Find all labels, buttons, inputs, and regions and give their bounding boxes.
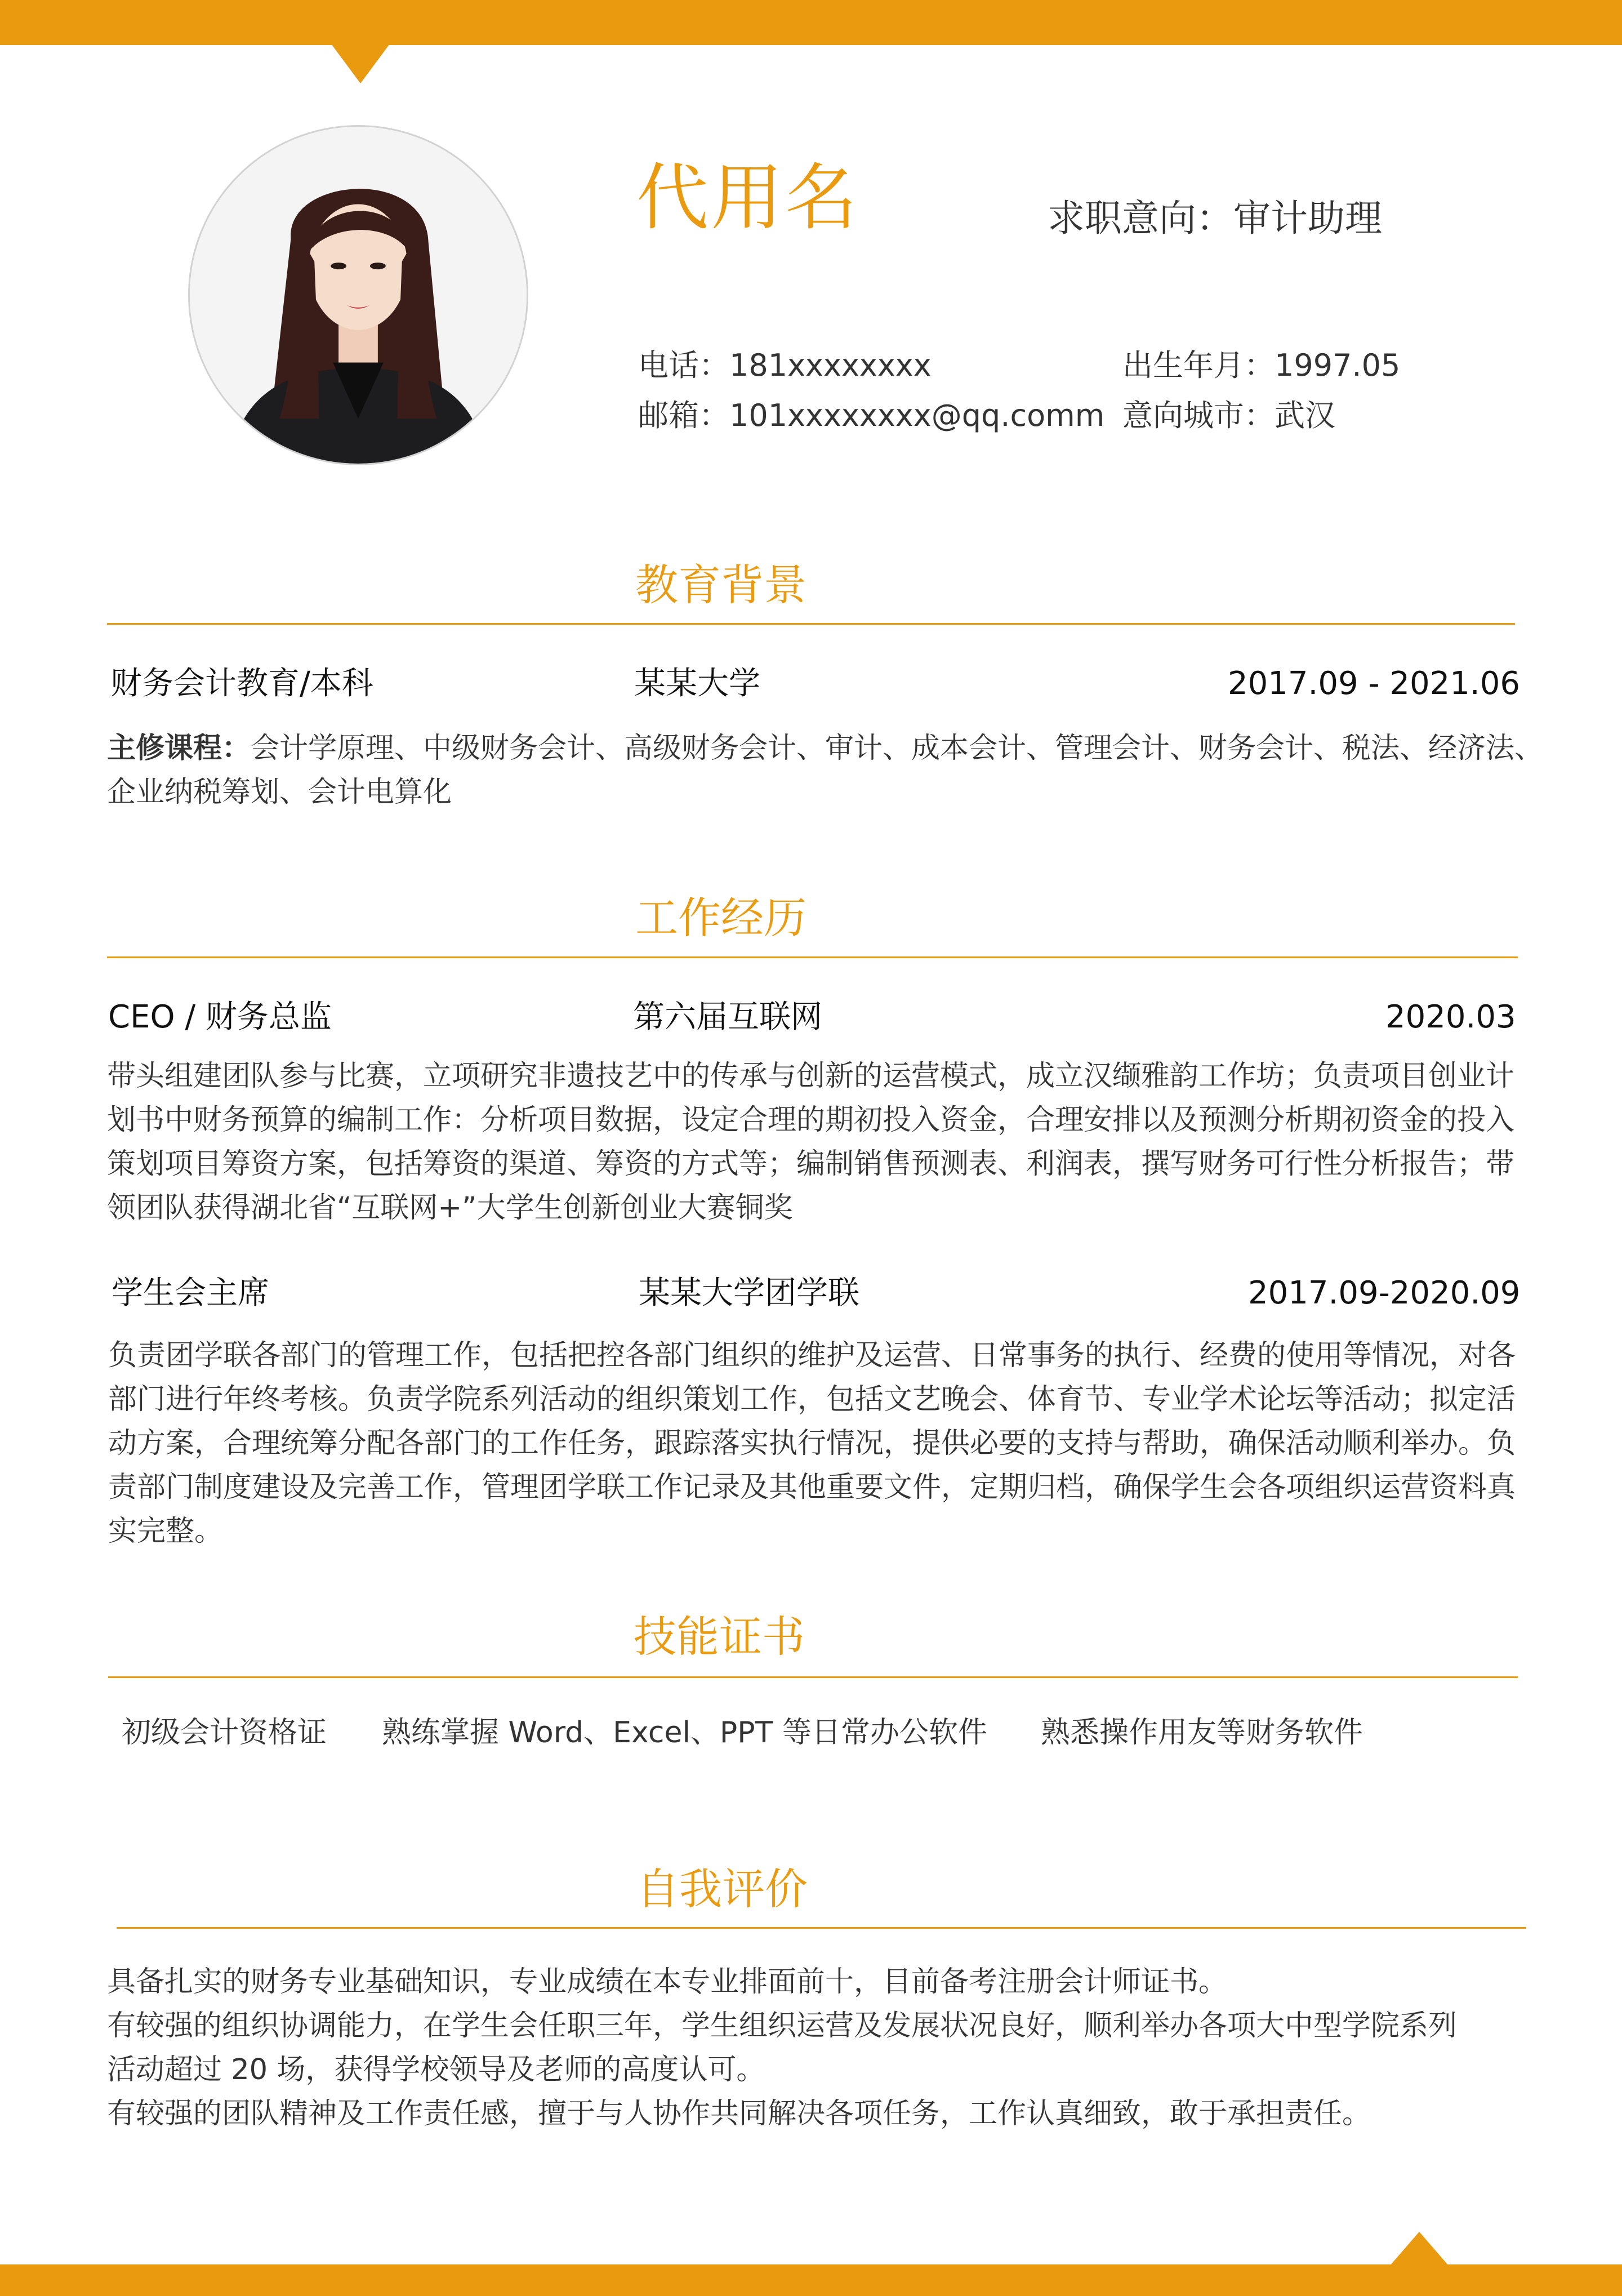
description-line: 负责团学联各部门的管理工作，包括把控各部门组织的维护及运营、日常事务的执行、经费的使用等情况，对各 <box>108 1339 1516 1372</box>
education-school: 某某大学 <box>634 665 760 702</box>
section-title-education: 教育背景 <box>635 560 806 610</box>
top-accent-bar <box>0 0 1622 45</box>
self-evaluation-text <box>107 1960 1526 2136</box>
evaluation-line: 有较强的团队精神及工作责任感，擅于与人协作共同解决各项任务，工作认真细致，敢于承担责任。 <box>107 2097 1371 2130</box>
description-line: 策划项目筹资方案，包括筹资的渠道、筹资的方式等；编制销售预测表、利润表，撰写财务可行性分析报告；带 <box>107 1147 1515 1181</box>
education-courses <box>107 727 1544 815</box>
birth-info: 出生年月：1997.05 <box>1122 348 1401 383</box>
education-date: 2017.09 - 2021.06 <box>1228 665 1520 702</box>
city-info: 意向城市：武汉 <box>1122 398 1335 433</box>
section-divider <box>107 623 1515 625</box>
work-role: 学生会主席 <box>112 1275 269 1311</box>
bottom-accent-bar <box>0 2264 1622 2296</box>
section-title-self-evaluation: 自我评价 <box>636 1864 808 1914</box>
evaluation-line: 具备扎实的财务专业基础知识，专业成绩在本专业排面前十，目前备考注册会计师证书。 <box>107 1965 1228 1999</box>
portrait-illustration <box>190 127 527 464</box>
evaluation-line: 活动超过 20 场，获得学校领导及老师的高度认可。 <box>107 2053 765 2086</box>
email-info: 邮箱：101xxxxxxxx@qq.comm <box>638 398 1105 433</box>
job-intent: 求职意向：审计助理 <box>1048 197 1382 240</box>
phone-info: 电话：181xxxxxxxx <box>638 348 932 383</box>
work-org: 第六届互联网 <box>633 999 822 1035</box>
work-org: 某某大学团学联 <box>639 1275 859 1311</box>
bottom-notch-triangle <box>1390 2232 1449 2266</box>
work-role: CEO / 财务总监 <box>108 999 332 1035</box>
description-line: 实完整。 <box>108 1515 224 1548</box>
courses-text: 会计学原理、中级财务会计、高级财务会计、审计、成本会计、管理会计、财务会计、税法、经济法、 <box>251 732 1544 765</box>
work-description <box>108 1334 1527 1554</box>
skill-item: 初级会计资格证 <box>122 1716 327 1750</box>
section-title-skills: 技能证书 <box>634 1612 805 1662</box>
description-line: 责部门制度建设及完善工作，管理团学联工作记录及其他重要文件，定期归档，确保学生会各项组织运营资料真 <box>108 1471 1516 1504</box>
description-line: 领团队获得湖北省“互联网+”大学生创新创业大赛铜奖 <box>107 1191 793 1225</box>
courses-text-cont: 企业纳税筹划、会计电算化 <box>107 776 452 809</box>
description-line: 划书中财务预算的编制工作：分析项目数据，设定合理的期初投入资金，合理安排以及预测分析期初资金的投入 <box>107 1103 1515 1137</box>
section-title-work: 工作经历 <box>635 893 806 943</box>
avatar <box>188 125 528 465</box>
description-line: 动方案，合理统筹分配各部门的工作任务，跟踪落实执行情况，提供必要的支持与帮助，确保活动顺利举办。负 <box>108 1427 1516 1460</box>
skill-item: 熟练掌握 Word、Excel、PPT 等日常办公软件 <box>382 1716 987 1750</box>
top-notch-triangle <box>331 44 390 83</box>
work-date: 2020.03 <box>1385 999 1516 1035</box>
section-divider <box>117 1927 1526 1929</box>
description-line: 部门进行年终考核。负责学院系列活动的组织策划工作，包括文艺晚会、体育节、专业学术论坛等活动；拟定活 <box>108 1383 1516 1416</box>
candidate-name: 代用名 <box>636 156 860 240</box>
work-description <box>107 1054 1526 1230</box>
courses-label: 主修课程： <box>107 732 251 765</box>
skill-item: 熟悉操作用友等财务软件 <box>1041 1716 1363 1750</box>
work-date: 2017.09-2020.09 <box>1248 1275 1521 1311</box>
evaluation-line: 有较强的组织协调能力，在学生会任职三年，学生组织运营及发展状况良好，顺利举办各项大中型学院系列 <box>107 2009 1458 2043</box>
section-divider <box>108 1676 1518 1678</box>
section-divider <box>107 956 1518 958</box>
description-line: 带头组建团队参与比赛，立项研究非遗技艺中的传承与创新的运营模式，成立汉缬雅韵工作坊；负责项目创业计 <box>107 1060 1515 1093</box>
education-major: 财务会计教育/本科 <box>110 665 373 702</box>
